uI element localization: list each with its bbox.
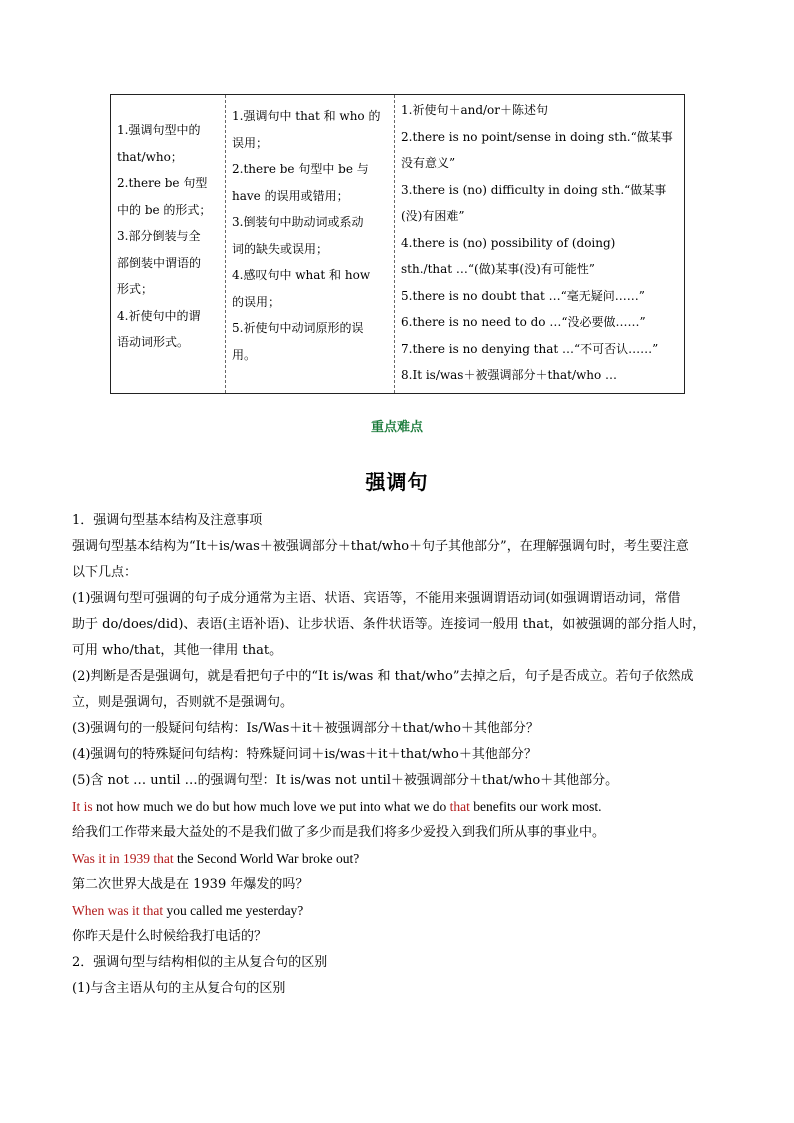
cell-line: (没)有困难” [401,209,465,223]
cell-line: 1.祈使句＋and/or＋陈述句 [401,103,549,117]
cell-line: 形式； [117,282,154,296]
subheading: (1)与含主语从句的主从复合句的区别 [72,981,286,996]
table-cell-col1 [111,95,226,394]
emphasis-text: When was it that [72,903,164,918]
cell-line: 2.there be 句型中 be 与 [232,162,369,176]
emphasis-text: that [449,799,470,814]
paragraph-line: 强调句型基本结构为“It＋is/was＋被强调部分＋that/who＋句子其他部分”，在理解强调句时，考生要注意 [72,539,689,554]
cell-line: 词的缺失或误用； [232,241,329,256]
cell-line: 7.there is no denying that …“不可否认……” [401,341,659,356]
cell-line: 8.It is/was＋被强调部分＋that/who … [401,368,618,382]
paragraph-line: 助于 do/does/did)、表语(主语补语)、让步状语、条件状语等。连接词一般用 that，如被强调的部分指人时， [72,617,706,632]
paragraph-line: 以下几点： [72,565,138,580]
cell-line: 2.there be 句型 [117,176,208,190]
page-title: 强调句 [365,470,429,494]
example-text: not how much we do but how much love we put into what we do [92,799,450,814]
cell-line: 2.there is no point/sense in doing sth.“做某事 [401,129,673,144]
cell-line: 用。 [232,347,257,362]
cell-line: 4.祈使句中的谓 [117,308,201,323]
cell-line: 的误用； [232,294,281,309]
cell-line: 1.强调句中 that 和 who 的 [232,109,381,123]
cell-line: 5.there is no doubt that …“毫无疑问……” [401,288,645,303]
summary-table [110,94,685,394]
cell-line: 4.there is (no) possibility of (doing) [401,235,616,250]
example-sentence-2 [72,846,724,872]
example-translation-1: 给我们工作带来最大益处的不是我们做了多少而是我们将多少爱投入到我们所从事的事业中。 [72,825,606,840]
emphasis-text: Was it in 1939 that [72,851,174,866]
cell-line: 语动词形式。 [117,335,190,349]
cell-line: 部倒装中谓语的 [117,255,202,270]
cell-line: 3.部分倒装与全 [117,229,201,243]
table-cell-col3 [395,95,685,394]
paragraph-line: (5)含 not … until …的强调句型：It is/was not until＋被强调部分＋that/who＋其他部分。 [72,773,619,788]
cell-line: 4.感叹句中 what 和 how [232,268,371,282]
heading-2: 2．强调句型与结构相似的主从复合句的区别 [72,955,328,970]
table-cell-col2 [226,95,395,394]
paragraph-line: (4)强调句的特殊疑问句结构：特殊疑问词＋is/was＋it＋that/who＋其他部分？ [72,747,537,762]
paragraph-line: 可用 who/that，其他一律用 that。 [72,643,283,658]
cell-line: have 的误用或错用； [232,188,349,203]
cell-line: 误用； [232,135,269,150]
paragraph-line: (1)强调句型可强调的句子成分通常为主语、状语、宾语等，不能用来强调谓语动词(如强调谓语动词，常借 [72,591,681,606]
section-label: 重点难点 [370,420,423,435]
example-sentence-1 [72,794,724,820]
example-text: you called me yesterday? [163,903,304,918]
cell-line: 6.there is no need to do …“没必要做……” [401,315,646,329]
cell-line: 没有意义” [401,156,456,170]
cell-line: 5.祈使句中动词原形的误 [232,321,364,335]
cell-line: 1.强调句型中的 [117,123,201,137]
paragraph-line: (2)判断是否是强调句，就是看把句子中的“It is/was 和 that/who”去掉之后，句子是否成立。若句子依然成 [72,669,694,684]
example-translation-2: 第二次世界大战是在 1939 年爆发的吗？ [72,877,309,892]
cell-line: sth./that …“(做)某事(没)有可能性” [401,262,595,276]
example-sentence-3 [72,898,724,924]
example-text: the Second World War broke out? [173,851,360,866]
example-text: benefits our work most. [469,799,602,814]
cell-line: 3.倒装句中助动词或系动 [232,215,364,229]
paragraph-line: 立，则是强调句，否则就不是强调句。 [72,695,294,710]
table-row [111,95,685,394]
example-translation-3: 你昨天是什么时候给我打电话的？ [72,929,268,944]
paragraph-line: (3)强调句的一般疑问句结构：Is/Was＋it＋被强调部分＋that/who＋其他部分？ [72,721,539,736]
body-text [72,508,724,1002]
heading-1: 1．强调句型基本结构及注意事项 [72,513,263,528]
cell-line: that/who； [117,149,183,164]
cell-line: 3.there is (no) difficulty in doing sth.“做某事 [401,182,667,197]
emphasis-text: It is [72,799,93,814]
cell-line: 中的 be 的形式； [117,202,212,217]
